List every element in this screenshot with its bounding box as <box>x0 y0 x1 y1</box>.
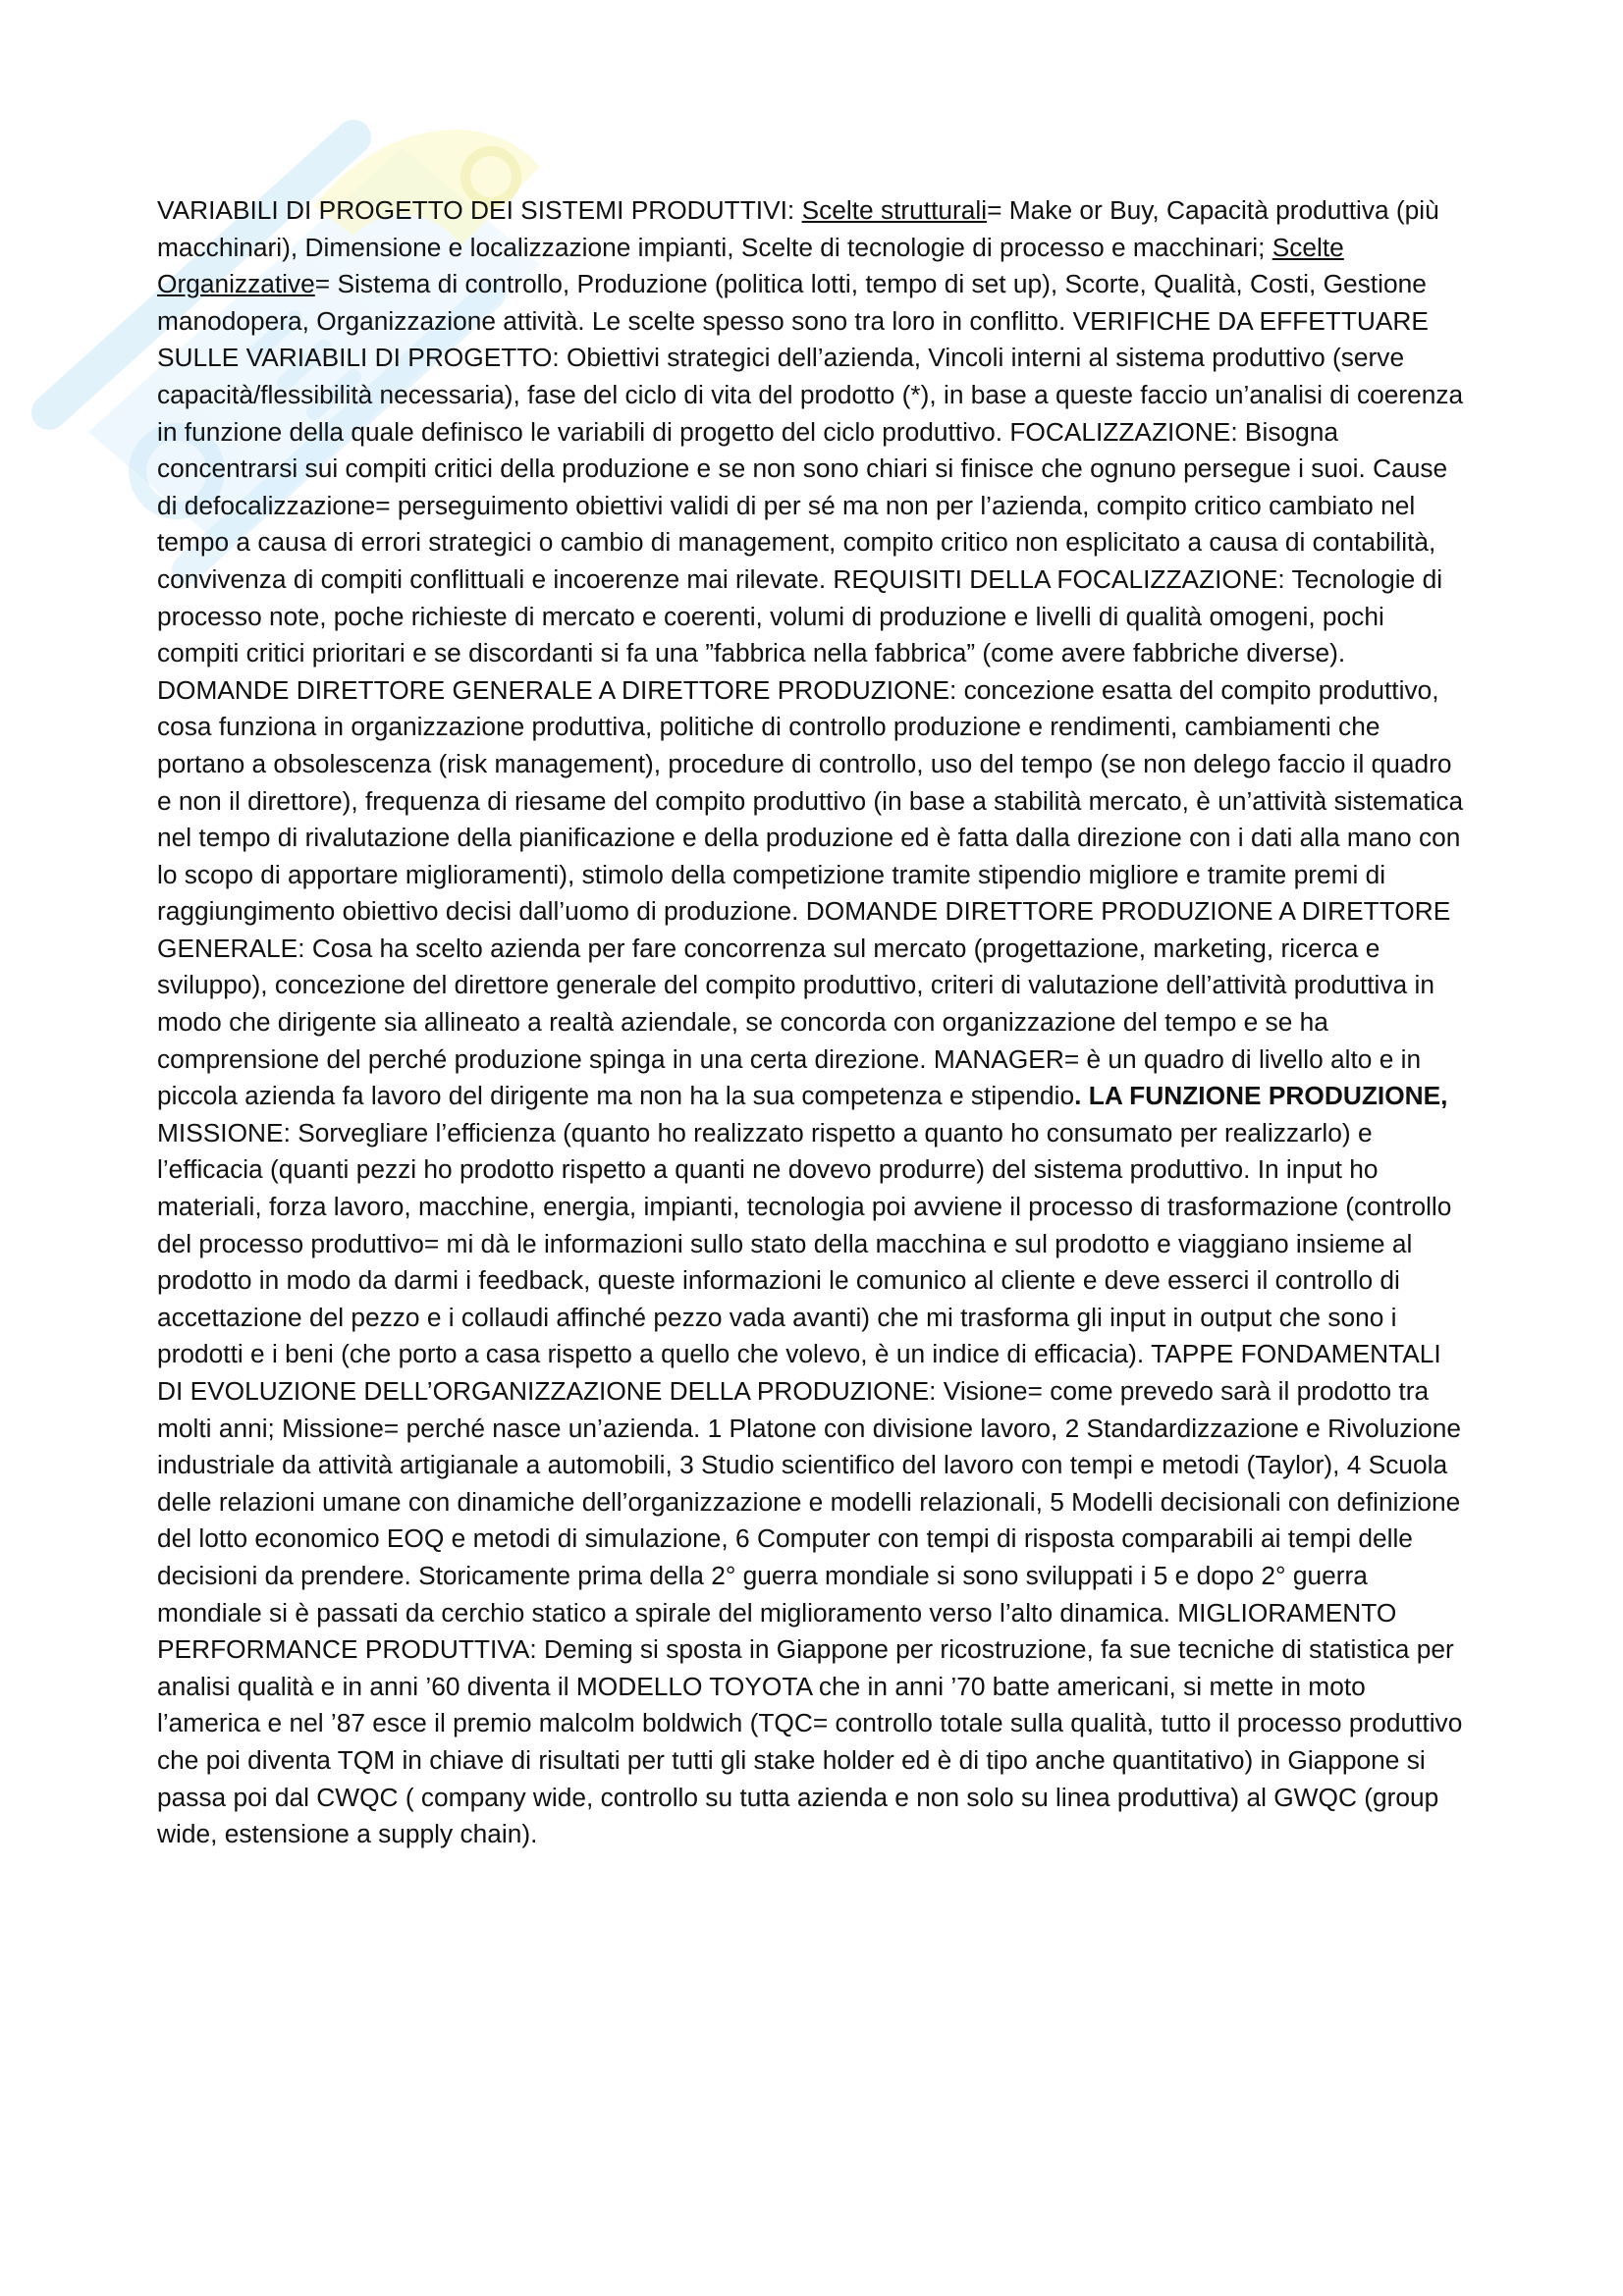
document-body <box>157 192 1473 1853</box>
text-segment: = Make or Buy, Capacità produttiva (più macchinari), Dimensione e localizzazione impianti, Scelte di tecnologie di processo e macchinari; <box>157 195 1439 262</box>
underlined-term-scelte-organizzative: Scelte Organizzative <box>157 232 1344 299</box>
bold-heading-funzione-produzione: . LA FUNZIONE PRODUZIONE, <box>1074 1081 1448 1111</box>
text-segment: MISSIONE: Sorvegliare l’efficienza (quanto ho realizzato rispetto a quanto ho consumato per realizzarlo) e l’efficacia (quanti pezzi ho prodotto rispetto a quanti ne dovevo produrre) del sistema produttivo. In input ho materiali, forza lavoro, macchine, energia, impianti, tecnologia poi avviene il processo di trasformazione (controllo del processo produttivo= mi dà le informazioni sullo stato della macchina e sul prodotto e viaggiano insieme al prodotto in modo da darmi i feedback, queste informazioni le comunico al cliente e deve esserci il controllo di accettazione del pezzo e i collaudi affinché pezzo vada avanti) che mi trasforma gli input in output che sono i prodotti e i beni (che porto a casa rispetto a quello che volevo, è un indice di efficacia). TAPPE FONDAMENTALI DI EVOLUZIONE DELL’ORGANIZZAZIONE DELLA PRODUZIONE: Visione= come prevedo sarà il prodotto tra molti anni; Missione= perché nasce un’azienda. 1 Platone con divisione lavoro, 2 Standardizzazione e Rivoluzione industriale da attività artigianale a automobili, 3 Studio scientifico del lavoro con tempi e metodi (Taylor), 4 Scuola delle relazioni umane con dinamiche dell’organizzazione e modelli relazionali, 5 Modelli decisionali con definizione del lotto economico EOQ e metodi di simulazione, 6 Computer con tempi di risposta comparabili ai tempi delle decisioni da prendere. Storicamente prima della 2° guerra mondiale si sono sviluppati i 5 e dopo 2° guerra mondiale si è passati da cerchio statico a spirale del miglioramento verso l’alto dinamica. MIGLIORAMENTO PERFORMANCE PRODUTTIVA: Deming si sposta in Giappone per ricostruzione, fa sue tecniche di statistica per analisi qualità e in anni ’60 diventa il MODELLO TOYOTA che in anni ’70 batte americani, si mette in moto l’america e nel ’87 esce il premio malcolm boldwich (TQC= controllo totale sulla qualità, tutto il processo produttivo che poi diventa TQM in chiave di risultati per tutti gli stake holder ed è di tipo anche quantitativo) in Giappone si passa poi dal CWQC ( company wide, controllo su tutta azienda e non solo su linea produttiva) al GWQC (group wide, estensione a supply chain). <box>157 1117 1463 1849</box>
text-segment: = Sistema di controllo, Produzione (politica lotti, tempo di set up), Scorte, Qualità, Costi, Gestione manodopera, Organizzazione attività. Le scelte spesso sono tra loro in conflitto. VERIFICHE DA EFFETTUARE SULLE VARIABILI DI PROGETTO: Obiettivi strategici dell’azienda, Vincoli interni al sistema produttivo (serve capacità/flessibilità necessaria), fase del ciclo di vita del prodotto (*), in base a queste faccio un’analisi di coerenza in funzione della quale definisco le variabili di progetto del ciclo produttivo. FOCALIZZAZIONE: Bisogna concentrarsi sui compiti critici della produzione e se non sono chiari si finisce che ognuno persegue i suoi. Cause di defocalizzazione= perseguimento obiettivi validi di per sé ma non per l’azienda, compito critico cambiato nel tempo a causa di errori strategici o cambio di management, compito critico non esplicitato a causa di contabilità, convivenza di compiti conflittuali e incoerenze mai rilevate. REQUISITI DELLA FOCALIZZAZIONE: Tecnologie di processo note, poche richieste di mercato e coerenti, volumi di produzione e livelli di qualità omogeni, pochi compiti critici prioritari e se discordanti si fa una ”fabbrica nella fabbrica” (come avere fabbriche diverse). DOMANDE DIRETTORE GENERALE A DIRETTORE PRODUZIONE: concezione esatta del compito produttivo, cosa funziona in organizzazione produttiva, politiche di controllo produzione e rendimenti, cambiamenti che portano a obsolescenza (risk management), procedure di controllo, uso del tempo (se non delego faccio il quadro e non il direttore), frequenza di riesame del compito produttivo (in base a stabilità mercato, è un’attività sistematica nel tempo di rivalutazione della pianificazione e della produzione ed è fatta dalla direzione con i dati alla mano con lo scopo di apportare miglioramenti), stimolo della competizione tramite stipendio migliore e tramite premi di raggiungimento obiettivo decisi dall’uomo di produzione. DOMANDE DIRETTORE PRODUZIONE A DIRETTORE GENERALE: Cosa ha scelto azienda per fare concorrenza sul mercato (progettazione, marketing, ricerca e sviluppo), concezione del direttore generale del compito produttivo, criteri di valutazione dell’attività produttiva in modo che dirigente sia allineato a realtà aziendale, se concorda con organizzazione del tempo e se ha comprensione del perché produzione spinga in una certa direzione. MANAGER= è un quadro di livello alto e in piccola azienda fa lavoro del dirigente ma non ha la sua competenza e stipendio <box>157 269 1464 1111</box>
text-segment: VARIABILI DI PROGETTO DEI SISTEMI PRODUTTIVI: <box>157 195 802 225</box>
underlined-term-scelte-strutturali: Scelte strutturali <box>801 195 988 225</box>
